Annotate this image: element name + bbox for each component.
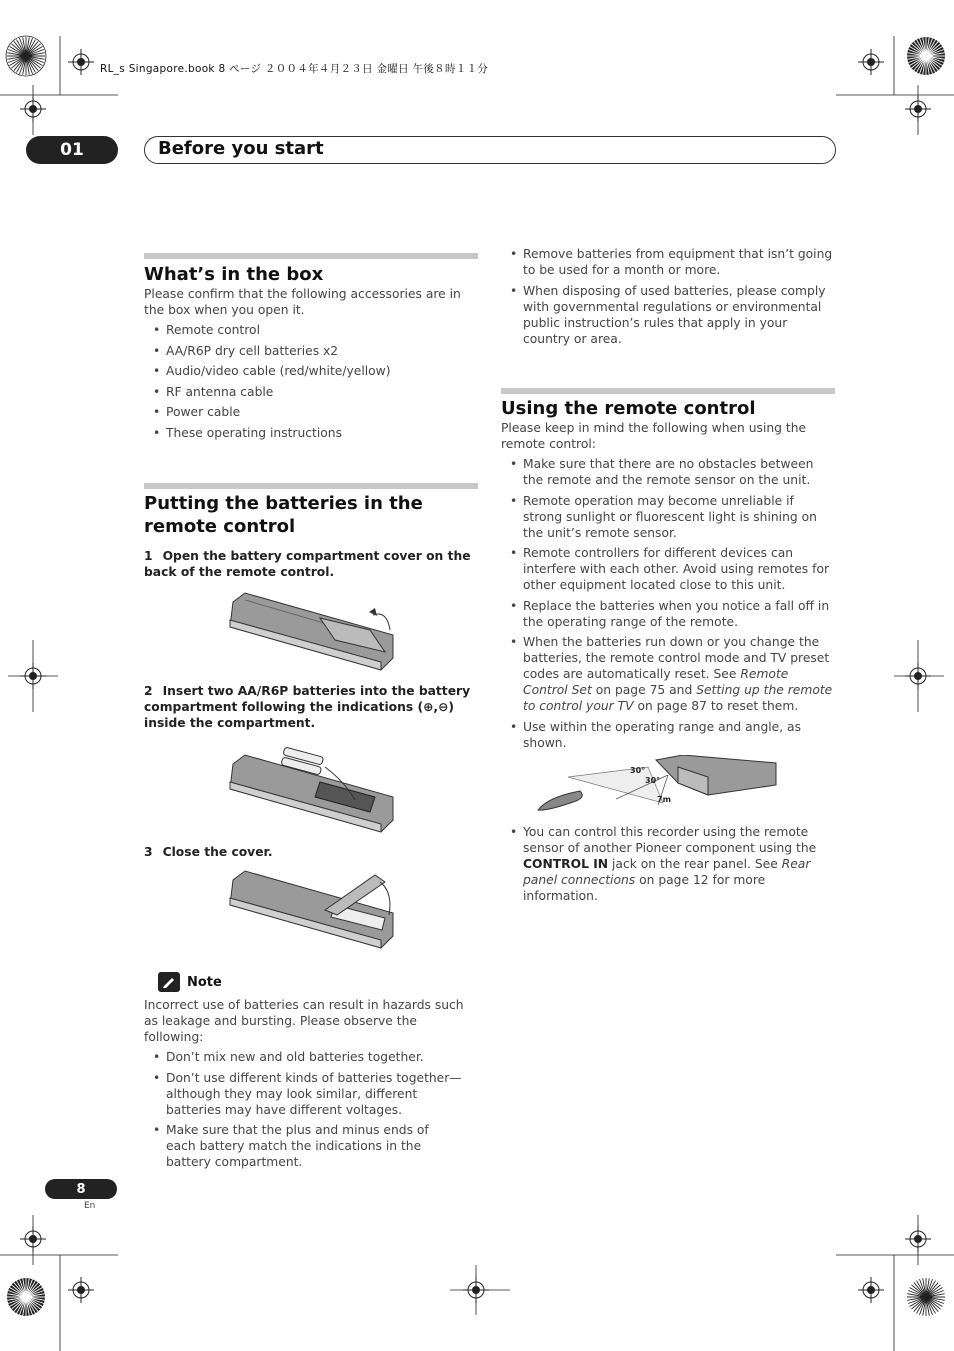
list-item: • Remote control — [144, 322, 478, 338]
registration-mark-icon — [858, 49, 884, 75]
text-run: on page 12 for more information. — [523, 873, 766, 903]
list-item: • Make sure that the plus and minus ends of each battery match the indications in the battery compartment. — [144, 1122, 478, 1170]
operating-range-diagram — [528, 755, 808, 817]
page-language: En — [84, 1201, 96, 1211]
text-run: on page 87 to reset them. — [633, 699, 799, 714]
note-section — [144, 997, 478, 1170]
step-number: 2 — [144, 684, 153, 698]
note-intro: Incorrect use of batteries can result in hazards such as leakage and bursting. Please observe the following: — [144, 998, 464, 1044]
list-item: • Make sure that there are no obstacles between the remote and the remote sensor on the unit. — [501, 456, 835, 488]
control-in-list — [501, 824, 835, 904]
text-run: jack on the rear panel. See — [608, 857, 782, 871]
list-item: • Power cable — [144, 404, 478, 420]
registration-mark-icon — [20, 663, 46, 689]
registration-mark-icon — [905, 96, 931, 122]
registration-mark-icon — [68, 1277, 94, 1303]
list-item: • Use within the operating range and angle, as shown. — [501, 719, 835, 751]
color-bar-sunburst-icon — [906, 36, 946, 76]
cross-reference: Rear panel connections — [523, 857, 811, 887]
chapter-title: Before you start — [158, 138, 324, 159]
remote-open-cover-illustration — [225, 590, 400, 675]
list-item: • Replace the batteries when you notice a fall off in the operating range of the remote. — [501, 598, 835, 630]
jack-name: CONTROL IN — [523, 857, 609, 871]
whats-in-box-intro: Please confirm that the following accessories are in the box when you open it. — [144, 287, 461, 317]
color-bar-sunburst-icon — [6, 36, 46, 76]
section-rule — [501, 388, 835, 394]
cross-reference: Setting up the remote to control your TV — [523, 683, 833, 714]
list-item: • Don’t use different kinds of batteries together—although they may look similar, different batteries may have different voltages. — [144, 1070, 478, 1118]
step-text: Insert two AA/R6P batteries into the battery compartment following the indications (⊕,⊖) inside the compartment. — [144, 684, 471, 730]
remote-section — [501, 397, 835, 751]
registration-mark-icon — [463, 1277, 489, 1303]
text-run: You can control this recorder using the remote sensor of another Pioneer component using the — [523, 825, 817, 855]
list-item — [501, 824, 835, 904]
note-list — [144, 1049, 478, 1170]
remote-insert-batteries-illustration — [225, 742, 400, 834]
step-text: Close the cover. — [162, 845, 273, 859]
text-run: on page 75 and — [591, 683, 697, 698]
chapter-number: 01 — [26, 136, 118, 164]
cross-reference: Remote Control Set — [523, 667, 789, 698]
registration-mark-icon — [905, 663, 931, 689]
color-bar-sunburst-icon — [6, 1277, 46, 1317]
list-item: • Audio/video cable (red/white/yellow) — [144, 363, 478, 379]
remote-title: Using the remote control — [501, 398, 756, 419]
list-item: • These operating instructions — [144, 425, 478, 441]
step-1 — [144, 548, 478, 580]
print-header: RL_s Singapore.book 8 ページ ２００４年４月２３日 金曜日 午後８時１１分 — [100, 63, 489, 75]
list-item: • When disposing of used batteries, please comply with governmental regulations or environmental public instruction’s rules that apply in your country or area. — [501, 283, 835, 347]
registration-mark-icon — [905, 1226, 931, 1252]
step-text: Open the battery compartment cover on the back of the remote control. — [144, 549, 471, 579]
section-rule — [144, 483, 478, 489]
list-item: • Don’t mix new and old batteries together. — [144, 1049, 478, 1065]
step-3 — [144, 844, 478, 860]
battery-disposal-list — [501, 246, 835, 347]
list-item: • Remote operation may become unreliable if strong sunlight or fluorescent light is shining on the unit’s remote sensor. — [501, 493, 835, 541]
text-run: When the batteries run down or you change the batteries, the remote control mode and TV preset codes are automatically reset. See — [523, 635, 830, 682]
remote-intro: Please keep in mind the following when using the remote control: — [501, 421, 807, 451]
note-pencil-icon — [158, 972, 180, 992]
accessory-list — [144, 322, 478, 441]
list-item: • Remove batteries from equipment that isn’t going to be used for a month or more. — [501, 246, 835, 278]
batteries-title: Putting the batteries in the remote control — [144, 493, 423, 537]
color-bar-sunburst-icon — [906, 1277, 946, 1317]
step-2 — [144, 683, 478, 731]
distance-label: 7m — [657, 795, 671, 804]
list-item: • Remote controllers for different devices can interfere with each other. Avoid using remotes for other equipment located close to this unit. — [501, 545, 835, 593]
angle-label-2: 30° — [645, 776, 661, 785]
registration-mark-icon — [68, 49, 94, 75]
registration-mark-icon — [858, 1277, 884, 1303]
page-number: 8 — [45, 1179, 117, 1199]
note-label: Note — [187, 975, 222, 990]
list-item — [501, 634, 835, 714]
section-rule — [144, 253, 478, 259]
list-item: • AA/R6P dry cell batteries x2 — [144, 343, 478, 359]
step-number: 1 — [144, 549, 153, 563]
step-number: 3 — [144, 845, 153, 859]
registration-mark-icon — [20, 96, 46, 122]
remote-close-cover-illustration — [225, 870, 400, 950]
registration-mark-icon — [20, 1226, 46, 1252]
whats-in-box-title: What’s in the box — [144, 264, 324, 285]
list-item: • RF antenna cable — [144, 384, 478, 400]
remote-tips-list — [501, 456, 835, 751]
whats-in-box-section — [144, 263, 478, 441]
angle-label-1: 30° — [630, 766, 646, 775]
